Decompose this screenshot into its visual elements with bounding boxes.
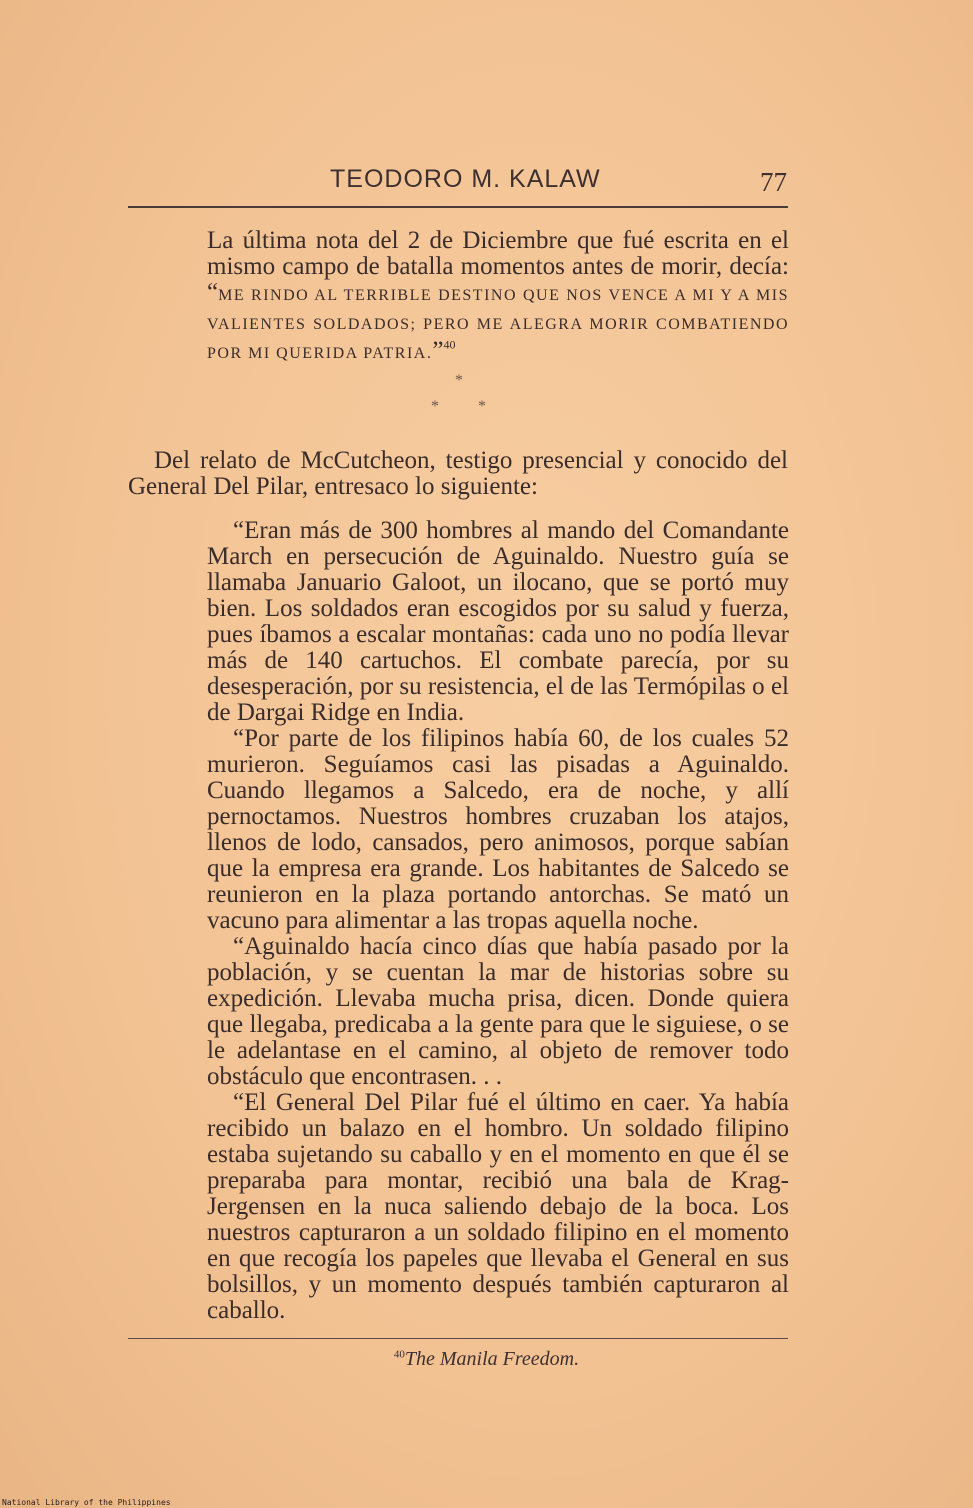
last-note-quote: ME RINDO AL TERRIBLE DESTINO QUE NOS VENCE A MI Y A MIS VALIENTES SOLDADOS; PERO ME ALEGRA MORIR COMBATIENDO POR MI QUERIDA PATRIA.: [207, 287, 789, 362]
last-note-paragraph: [207, 228, 789, 367]
footnote-number: 40: [393, 1348, 405, 1361]
running-head: [0, 165, 973, 199]
footnote-rule: [128, 1338, 788, 1339]
intro-paragraph: Del relato de McCutcheon, testigo presencial y conocido del General Del Pilar, entresaco lo siguiente:: [128, 447, 788, 500]
footnote-text: The Manila Freedom.: [404, 1348, 580, 1370]
mccutcheon-quote: [207, 518, 789, 1324]
asterisk-right: *: [478, 398, 486, 415]
asterisk-left: *: [431, 398, 439, 415]
quote-paragraph-1: “Eran más de 300 hombres al mando del Comandante March en persecución de Aguinaldo. Nuestro guía se llamaba Januario Galoot, un ilocano, que se portó muy bien. Los soldados eran escogidos por su salud y fuerza, pues íbamos a escalar montañas: cada uno no podía llevar más de 140 cartuchos. El combate parecía, por su desesperación, por su resistencia, el de las Termópilas o el de Dargai Ridge en India.: [207, 517, 789, 726]
last-note-close-quote: ”: [432, 337, 444, 364]
library-credit: National Library of the Philippines: [2, 1498, 171, 1507]
footnote-reference: 40: [443, 337, 456, 352]
running-head-author: TEODORO M. KALAW: [330, 165, 601, 193]
quote-paragraph-3: “Aguinaldo hacía cinco días que había pasado por la población, y se cuentan la mar de historias sobre su expedición. Llevaba mucha prisa, dicen. Donde quiera que llegaba, predicaba a la gente para que le siguiese, o se le adelantase en el camino, al objeto de remover todo obstáculo que encontrasen. . .: [207, 933, 789, 1090]
asterisk-top: *: [455, 372, 463, 389]
page-number: 77: [760, 167, 787, 197]
quote-paragraph-2: “Por parte de los filipinos había 60, de los cuales 52 murieron. Seguíamos casi las pisadas a Aguinaldo. Cuando llegamos a Salcedo, era de noche, y allí pernoctamos. Nuestros hombres cruzaban los atajos, llenos de lodo, cansados, pero animosos, porque sabían que la empresa era grande. Los habitantes de Salcedo se reunieron en la plaza portando antorchas. Se mató un vacuno para alimentar a las tropas aquella noche.: [207, 725, 789, 934]
last-note-text: La última nota del 2 de Diciembre que fué escrita en el mismo campo de batalla momentos antes de morir, decía: “: [207, 227, 789, 306]
section-asterism: [0, 372, 973, 422]
footnote: [0, 1348, 973, 1371]
quote-paragraph-4: “El General Del Pilar fué el último en caer. Ya había recibido un balazo en el hombro. Un soldado filipino estaba sujetando su caballo y en el momento en que él se preparaba para montar, recibió una bala de Krag-Jergensen en la nuca saliendo debajo de la boca. Los nuestros capturaron a un soldado filipino en el momento en que recogía los papeles que llevaba el General en sus bolsillos, y un momento después también capturaron al caballo.: [207, 1089, 789, 1324]
header-rule: [128, 206, 788, 208]
